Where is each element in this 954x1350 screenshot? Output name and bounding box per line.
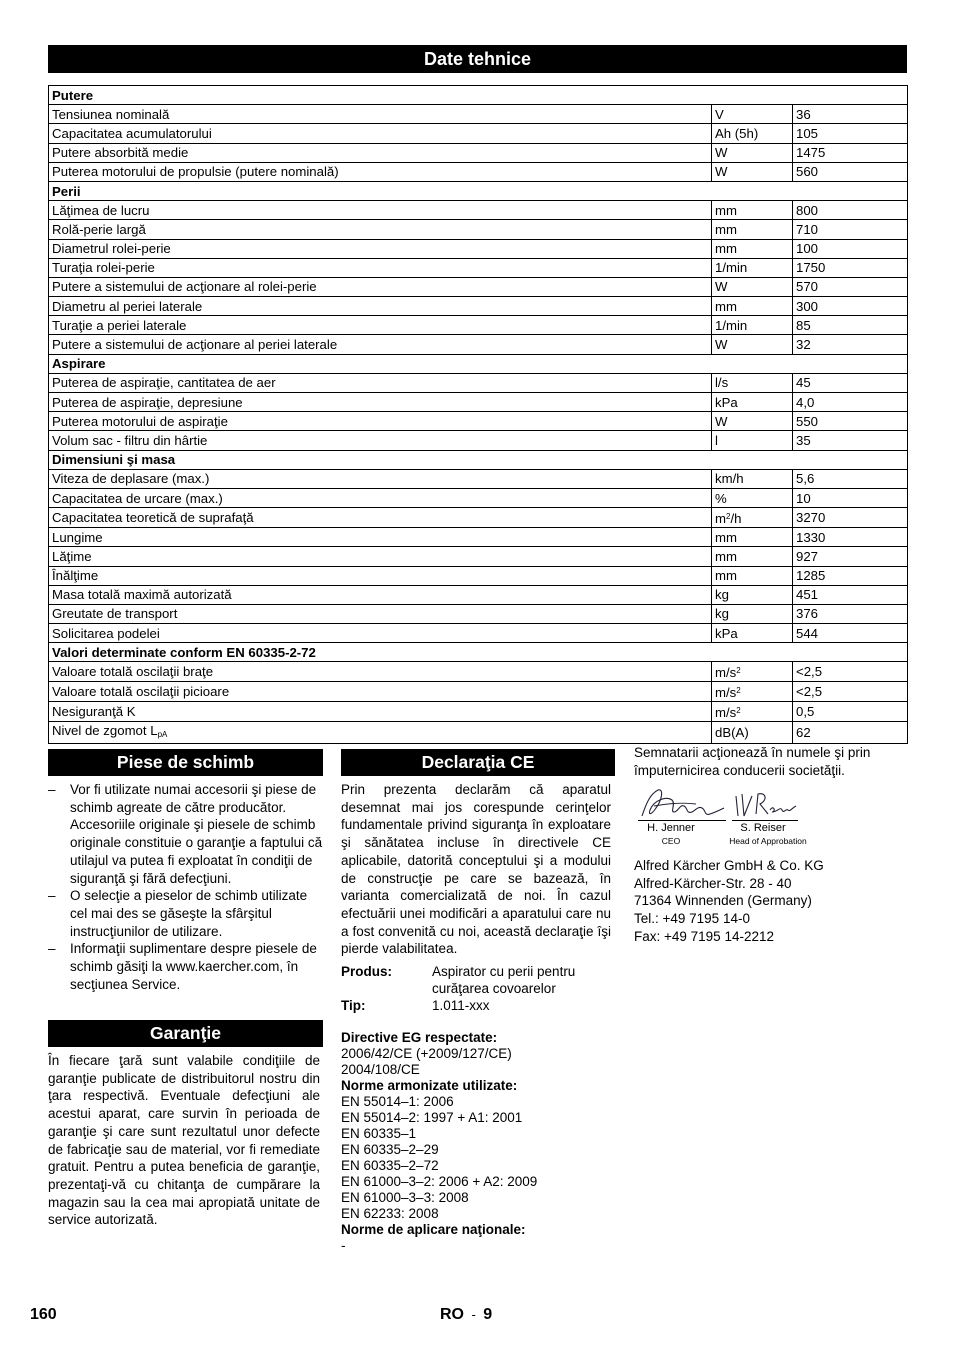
product-value: Aspirator cu perii pentru curăţarea covoarelor [432,964,576,996]
national-norm-item: - [341,1238,346,1253]
spec-label: Putere absorbită medie [49,143,712,162]
spec-value: 1750 [793,258,908,277]
spec-label: Rolă-perie largă [49,220,712,239]
spare-parts-list [48,781,323,993]
spec-unit: W [712,143,793,162]
table-row [49,682,908,702]
section-title: Dimensiuni şi masa [49,450,908,469]
left-signatory-role: CEO [661,836,681,846]
right-signatory-role: Head of Approbation [729,836,807,846]
directives-block [341,1030,615,1254]
spec-value: 376 [793,604,908,623]
signature-line [638,820,726,821]
spec-label: Diametrul rolei-perie [49,239,712,258]
address-line: Alfred-Kärcher-Str. 28 - 40 [634,875,792,891]
harmonized-norm-item: EN 55014–1: 2006 [341,1094,454,1109]
table-row [49,162,908,181]
spec-value: 800 [793,201,908,220]
spec-unit: mm [712,239,793,258]
spec-label: Solicitarea podelei [49,624,712,643]
spec-unit: $m/s^2$ [712,662,793,682]
table-section-row [49,86,908,105]
table-section-row [49,450,908,469]
spec-label: Lăţimea de lucru [49,201,712,220]
ce-declaration-heading: Declaraţia CE [341,749,615,776]
harmonized-norm-item: EN 61000–3–3: 2008 [341,1190,469,1205]
directives-title: Directive EG respectate: [341,1030,498,1045]
spec-unit: kg [712,585,793,604]
spec-label: Tensiunea nominală [49,105,712,124]
harmonized-title: Norme armonizate utilizate: [341,1078,518,1093]
spec-value: 45 [793,373,908,392]
page-number: 160 [30,1306,57,1323]
spec-label: Valoare totală oscilaţii braţe [49,662,712,682]
spec-unit: kg [712,604,793,623]
spec-unit: mm [712,297,793,316]
table-row [49,316,908,335]
table-row [49,604,908,623]
spec-value: 4,0 [793,393,908,412]
spec-label: Volum sac - filtru din hârtie [49,431,712,450]
harmonized-norm-item: EN 60335–2–72 [341,1158,439,1173]
table-row [49,488,908,507]
spec-unit: mm [712,528,793,547]
spec-value: 105 [793,124,908,143]
spec-label: Puterea de aspiraţie, cantitatea de aer [49,373,712,392]
language-page-number: 9 [483,1306,493,1323]
spec-unit: km/h [712,469,793,488]
spec-value: 544 [793,624,908,643]
table-section-row [49,354,908,373]
spec-label: Valoare totală oscilaţii picioare [49,682,712,702]
spec-unit: kPa [712,393,793,412]
product-info [341,963,615,1014]
table-row [49,297,908,316]
table-row [49,508,908,528]
spec-label: Capacitatea teoretică de suprafaţă [49,508,712,528]
spec-label: Capacitatea acumulatorului [49,124,712,143]
table-row [49,547,908,566]
harmonized-norm-item: EN 60335–2–29 [341,1142,439,1157]
spec-unit: % [712,488,793,507]
list-item: – Vor fi utilizate numai accesorii şi piese de schimb agreate de către producător. Accesoriile originale şi piesele de schimb originale constituie o garanţie a faptului că utilajul va putea fi exploatat în condiţii de siguranţă şi fără defecţiuni. [48,781,323,887]
harmonized-norm-item: EN 61000–3–2: 2006 + A2: 2009 [341,1174,538,1189]
spec-label: Nivel de zgomot $L_{pA}$ [49,722,712,744]
table-row [49,105,908,124]
table-row [49,335,908,354]
warranty-text: În fiecare ţară sunt valabile condiţiile de garanţie publicate de distribuitorul nostru din ţara respectivă. Eventuale defecţiuni ale acestui aparat, care survin în perioada de garanţie şi care sunt rezultatul unor defecte de fabricaţie sau de material, vor fi remediate gratuit. Pentru a putea beneficia de garanţie, prezentaţi-vă cu chitanţa de cumpărare la magazin sau la cea mai apropiată unitate de service autorizată. [48,1053,320,1228]
national-title: Norme de aplicare naţionale: [341,1222,526,1237]
spec-label: Turaţia rolei-perie [49,258,712,277]
spec-label: Puterea de aspiraţie, depresiune [49,393,712,412]
signature-reiser-icon [730,790,798,822]
spec-unit: W [712,162,793,181]
address-line: Alfred Kärcher GmbH & Co. KG [634,858,824,873]
table-row [49,393,908,412]
spec-value: 85 [793,316,908,335]
table-row [49,201,908,220]
spec-unit: mm [712,201,793,220]
table-row [49,722,908,744]
spec-value: 0,5 [793,702,908,722]
spec-label: Înălţime [49,566,712,585]
directive-item: 2006/42/CE (+2009/127/CE) [341,1046,512,1061]
harmonized-norm-item: EN 55014–2: 1997 + A1: 2001 [341,1110,523,1125]
spec-value: 1475 [793,143,908,162]
spec-value: 710 [793,220,908,239]
spec-unit: mm [712,547,793,566]
spec-value: 927 [793,547,908,566]
spec-unit: kPa [712,624,793,643]
page-title: Date tehnice [48,45,907,73]
address-line: Fax: +49 7195 14-2212 [634,928,774,944]
spec-label: Masa totală maximă autorizată [49,585,712,604]
spec-value: <2,5 [793,662,908,682]
spec-unit: 1/min [712,258,793,277]
signatures [634,786,906,850]
signature-line [732,820,798,821]
spec-value: 550 [793,412,908,431]
spec-label: Puterea motorului de aspiraţie [49,412,712,431]
spare-parts-heading: Piese de schimb [48,749,323,776]
table-row [49,431,908,450]
spec-value: 10 [793,488,908,507]
technical-data-table [48,85,908,744]
table-row [49,662,908,682]
spec-label: Greutate de transport [49,604,712,623]
table-row [49,143,908,162]
table-row [49,220,908,239]
spec-label: Putere a sistemului de acţionare al rolei-perie [49,277,712,296]
spec-value: 62 [793,722,908,744]
ce-declaration-text: Prin prezenta declarăm că aparatul desemnat mai jos corespunde cerinţelor fundamentale privind siguranţa în exploatare şi sănătatea incluse în directivele CE aplicabile, datorită conceptului şi a modului de construcţie pe care se bazează, în varianta comercializată de noi. În cazul efectuării unei modificări a aparatului care nu a fost convenită cu noi, această declaraţie îşi pierde valabilitatea. [341,782,611,957]
language-page-indicator [440,1306,492,1324]
spec-value: <2,5 [793,682,908,702]
harmonized-norm-item: EN 60335–1 [341,1126,417,1141]
list-item: – O selecţie a pieselor de schimb utilizate cel mai des se găseşte la sfârşitul instrucţiunilor de utilizare. [48,887,323,940]
signature-jenner-icon [636,786,728,822]
spec-value: 3270 [793,508,908,528]
table-row [49,624,908,643]
spec-label: Viteza de deplasare (max.) [49,469,712,488]
section-title: Perii [49,181,908,200]
table-row [49,373,908,392]
separator: - [471,1307,476,1322]
spec-value: 36 [793,105,908,124]
table-row [49,585,908,604]
table-section-row [49,181,908,200]
type-label: Tip: [341,998,366,1013]
spec-value: 300 [793,297,908,316]
spec-value: 100 [793,239,908,258]
section-title: Aspirare [49,354,908,373]
type-value: 1.011-xxx [432,998,490,1013]
spec-unit: $m^2/h$ [712,508,793,528]
company-address [634,857,906,946]
left-signatory-name: H. Jenner [647,822,695,834]
spec-label: Diametru al periei laterale [49,297,712,316]
language-code: RO [440,1306,464,1323]
table-row [49,412,908,431]
table-row [49,258,908,277]
spec-unit: l [712,431,793,450]
spec-label: Lăţime [49,547,712,566]
section-title: Valori determinate conform EN 60335-2-72 [49,643,908,662]
table-row [49,469,908,488]
list-item: – Informaţii suplimentare despre piesele de schimb găsiţi la www.kaercher.com, în secţiunea Service. [48,940,323,993]
spec-value: 560 [793,162,908,181]
spec-value: 5,6 [793,469,908,488]
spec-label: Nesiguranţă K [49,702,712,722]
spec-label: Puterea motorului de propulsie (putere nominală) [49,162,712,181]
directive-item: 2004/108/CE [341,1062,420,1077]
spec-unit: Ah (5h) [712,124,793,143]
spec-label: Lungime [49,528,712,547]
spec-unit: W [712,335,793,354]
signatories-intro: Semnatarii acţionează în numele şi prin împuternicirea conducerii societăţii. [634,745,871,778]
spec-value: 451 [793,585,908,604]
spec-unit: mm [712,566,793,585]
spec-unit: $m/s^2$ [712,682,793,702]
right-signatory-name: S. Reiser [740,822,786,834]
table-row [49,702,908,722]
spec-value: 35 [793,431,908,450]
table-row [49,239,908,258]
spec-unit: V [712,105,793,124]
spec-unit: 1/min [712,316,793,335]
address-line: 71364 Winnenden (Germany) [634,893,812,909]
spec-unit: W [712,277,793,296]
harmonized-norm-item: EN 62233: 2008 [341,1206,439,1221]
warranty-heading: Garanţie [48,1020,323,1047]
spec-unit: $m/s^2$ [712,702,793,722]
section-title: Putere [49,86,908,105]
spec-label: Capacitatea de urcare (max.) [49,488,712,507]
spec-value: 32 [793,335,908,354]
spec-value: 1330 [793,528,908,547]
address-line: Tel.: +49 7195 14-0 [634,911,750,927]
spec-unit: mm [712,220,793,239]
product-label: Produs: [341,964,393,979]
table-section-row [49,643,908,662]
spec-unit: W [712,412,793,431]
table-row [49,277,908,296]
table-row [49,528,908,547]
spec-value: 570 [793,277,908,296]
spec-value: 1285 [793,566,908,585]
spec-label: Turaţie a periei laterale [49,316,712,335]
spec-unit: dB(A) [712,722,793,744]
table-row [49,124,908,143]
spec-label: Putere a sistemului de acţionare al periei laterale [49,335,712,354]
table-row [49,566,908,585]
spec-unit: l/s [712,373,793,392]
